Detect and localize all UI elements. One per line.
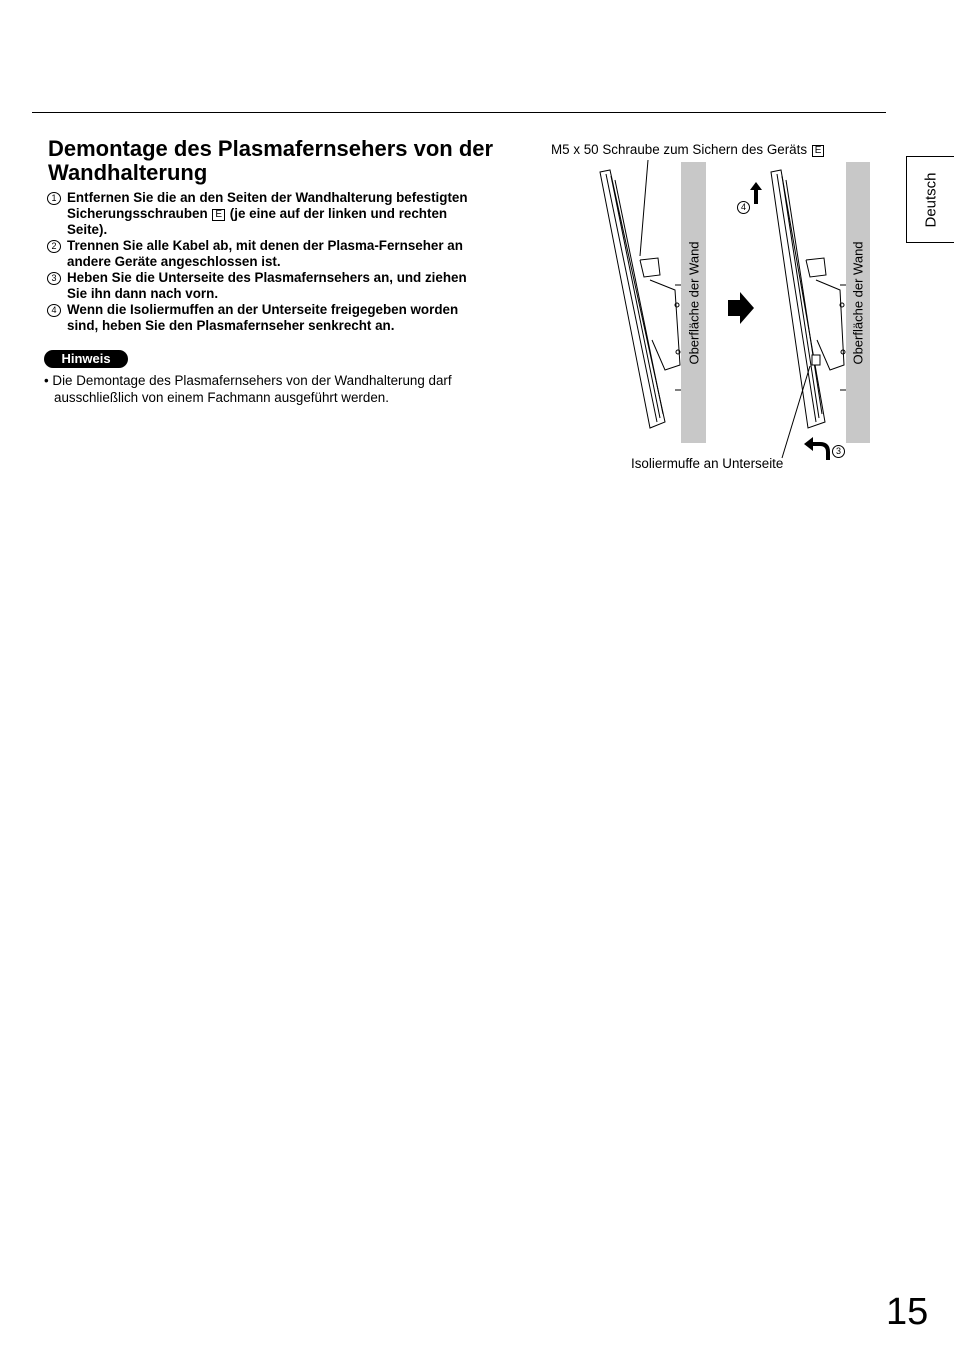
step-2 bbox=[47, 238, 487, 270]
step-4-marker: 4 bbox=[737, 201, 750, 214]
diagram-drawing bbox=[540, 160, 880, 460]
step-text-part: Entfernen Sie die an den Seiten der Wandhalterung befestigten Sicherungsschrauben bbox=[67, 190, 468, 221]
note-badge: Hinweis bbox=[44, 350, 128, 368]
step-text: Heben Sie die Unterseite des Plasmafernsehers an, und ziehen Sie ihn dann nach vorn. bbox=[67, 270, 467, 301]
note-text: • Die Demontage des Plasmafernsehers von der Wandhalterung darf ausschließlich von einem Fachmann ausgeführt werden. bbox=[44, 373, 452, 405]
step-text: Trennen Sie alle Kabel ab, mit denen der Plasma-Fernseher an andere Geräte angeschlossen ist. bbox=[67, 238, 463, 269]
tv-right bbox=[771, 170, 846, 428]
page-number: 15 bbox=[886, 1291, 929, 1333]
language-tab bbox=[906, 156, 954, 243]
step-number: 4 bbox=[47, 304, 61, 317]
steps-list bbox=[47, 190, 487, 334]
language-tab-label: Deutsch bbox=[922, 171, 939, 228]
step-text-part: (je eine auf der linken und rechten Seite). bbox=[67, 206, 448, 237]
part-e-symbol: E bbox=[812, 145, 825, 157]
wall-label-left: Oberfläche der Wand bbox=[686, 241, 702, 365]
step-number: 3 bbox=[47, 272, 61, 285]
step-3 bbox=[47, 270, 487, 302]
removal-diagram bbox=[540, 160, 880, 460]
section-title: Demontage des Plasmafernsehers von der Wandhalterung bbox=[48, 136, 494, 185]
step-4 bbox=[47, 302, 487, 334]
step-3-marker: 3 bbox=[832, 445, 845, 458]
next-step-arrow bbox=[728, 292, 754, 324]
tilt-arrow-head bbox=[804, 437, 813, 451]
step-text: Wenn die Isoliermuffen an der Unterseite freigegeben worden sind, heben Sie den Plasmafernseher senkrecht an. bbox=[67, 302, 459, 333]
screw-label-text: M5 x 50 Schraube zum Sichern des Geräts bbox=[551, 142, 808, 157]
step-text bbox=[67, 190, 487, 238]
wall-label-right: Oberfläche der Wand bbox=[850, 241, 866, 365]
step-number: 2 bbox=[47, 240, 61, 253]
part-e-symbol: E bbox=[212, 209, 225, 221]
header-rule bbox=[32, 112, 886, 113]
step-1 bbox=[47, 190, 487, 238]
step-number: 1 bbox=[47, 192, 61, 205]
screw-label bbox=[551, 142, 825, 157]
screw-leader-line bbox=[640, 160, 648, 256]
lift-up-arrow bbox=[750, 182, 762, 204]
tv-left bbox=[600, 170, 681, 428]
sleeve-label: Isoliermuffe an Unterseite bbox=[631, 456, 784, 471]
tilt-arrow bbox=[812, 444, 828, 460]
